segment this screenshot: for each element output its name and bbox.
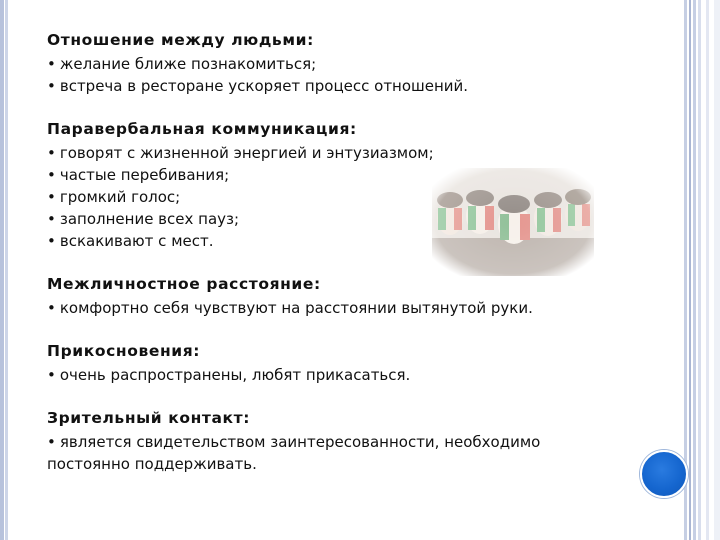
section-title: Отношение между людьми: [47,31,314,49]
section-title: Зрительный контакт: [47,409,251,427]
section-title: Паравербальная коммуникация: [47,120,357,138]
slide-content [47,30,607,475]
decorative-circle [640,450,688,498]
right-border [684,0,720,540]
section-title: Прикосновения: [47,342,201,360]
list-item: • очень распространены, любят прикасаться. [47,366,411,384]
section-title: Межличностное расстояние: [47,275,321,293]
list-item: • частые перебивания; [47,166,230,184]
list-item: • встреча в ресторане ускоряет процесс отношений. [47,77,469,95]
list-item: • комфортно себя чувствуют на расстоянии вытянутой руки. [47,299,533,317]
list-item: • громкий голос; [47,188,181,206]
left-border [0,0,8,540]
list-item: • вскакивают с мест. [47,232,214,250]
list-item: • заполнение всех пауз; [47,210,240,228]
list-item: • является свидетельством заинтересованности, необходимо постоянно поддерживать. [47,433,541,473]
list-item: • желание ближе познакомиться; [47,55,317,73]
list-item: • говорят с жизненной энергией и энтузиазмом; [47,144,434,162]
